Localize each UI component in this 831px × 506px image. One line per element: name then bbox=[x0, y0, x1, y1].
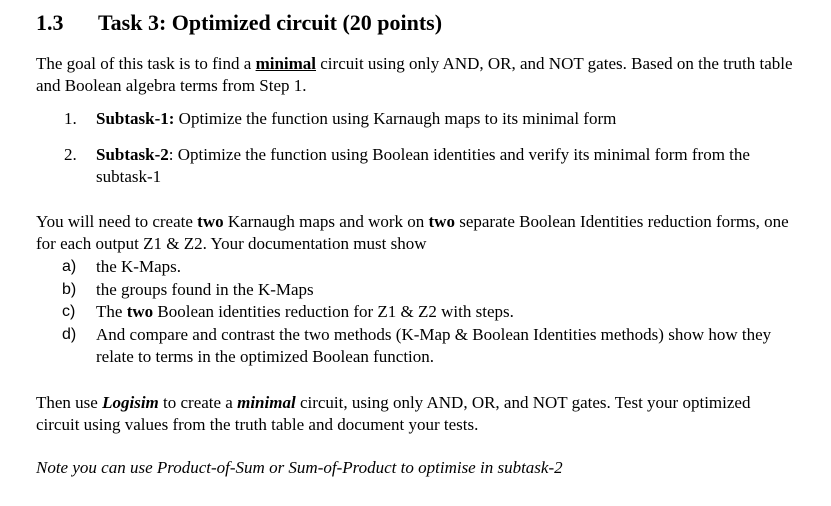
req-bold-1: two bbox=[197, 212, 224, 231]
note-text: Note you can use Product-of-Sum or Sum-of-Product to optimise in subtask-2 bbox=[36, 458, 563, 477]
subtask-item-1 bbox=[64, 108, 794, 130]
section-number: 1.3 bbox=[36, 10, 64, 35]
list-letter: b) bbox=[62, 280, 77, 298]
intro-text-2: circuit using only AND, OR, and NOT gates. Based on the truth table and Boolean algebra terms from Step 1. bbox=[36, 54, 793, 95]
subtask-text: Optimize the function using Karnaugh maps to its minimal form bbox=[174, 109, 617, 128]
list-text: And compare and contrast the two methods (K-Map & Boolean Identities methods) show how they relate to terms in the optimized Boolean function. bbox=[96, 324, 772, 366]
section-heading bbox=[36, 10, 442, 36]
list-letter: c) bbox=[62, 303, 76, 320]
list-bold: two bbox=[126, 302, 154, 321]
section-title: Task 3: Optimized circuit (20 points) bbox=[98, 10, 443, 35]
intro-minimal-emphasis: minimal bbox=[255, 54, 317, 73]
subtask-number: 1. bbox=[64, 109, 77, 128]
intro-text-1: The goal of this task is to find a bbox=[36, 54, 256, 73]
subtask-label: Subtask-2 bbox=[96, 145, 169, 164]
list-text: The bbox=[96, 302, 127, 321]
req-text-2: Karnaugh maps and work on bbox=[223, 212, 429, 231]
list-text: the groups found in the K-Maps bbox=[96, 279, 314, 299]
intro-paragraph bbox=[36, 53, 796, 97]
list-letter: a) bbox=[62, 258, 77, 275]
req-text-1: You will need to create bbox=[36, 212, 198, 231]
requirements-paragraph bbox=[36, 211, 796, 255]
list-item bbox=[62, 279, 802, 302]
logisim-minimal-emphasis: minimal bbox=[237, 393, 296, 412]
logisim-text-1: Then use bbox=[36, 393, 103, 412]
req-bold-2: two bbox=[428, 212, 455, 231]
list-item bbox=[62, 256, 802, 279]
list-item bbox=[62, 324, 802, 369]
requirements-list bbox=[62, 256, 802, 369]
list-item bbox=[62, 301, 802, 324]
logisim-paragraph bbox=[36, 392, 796, 436]
list-letter: d) bbox=[62, 325, 77, 343]
list-text: the K-Maps. bbox=[96, 257, 181, 276]
subtask-label: Subtask-1: bbox=[96, 109, 175, 128]
subtask-number: 2. bbox=[64, 145, 77, 164]
logisim-text-2: to create a bbox=[158, 393, 238, 412]
subtask-item-2 bbox=[64, 144, 794, 188]
subtask-text: : Optimize the function using Boolean identities and verify its minimal form from the subtask-1 bbox=[96, 145, 750, 186]
req-text-3: separate Boolean Identities reduction forms, one for each output Z1 & Z2. Your documentation must show bbox=[36, 212, 789, 253]
logisim-text-3: circuit, using only AND, OR, and NOT gates. Test your optimized circuit using values from the truth table and document your tests. bbox=[36, 393, 751, 434]
list-text: Boolean identities reduction for Z1 & Z2 with steps. bbox=[153, 302, 514, 321]
logisim-tool-name: Logisim bbox=[102, 393, 159, 412]
